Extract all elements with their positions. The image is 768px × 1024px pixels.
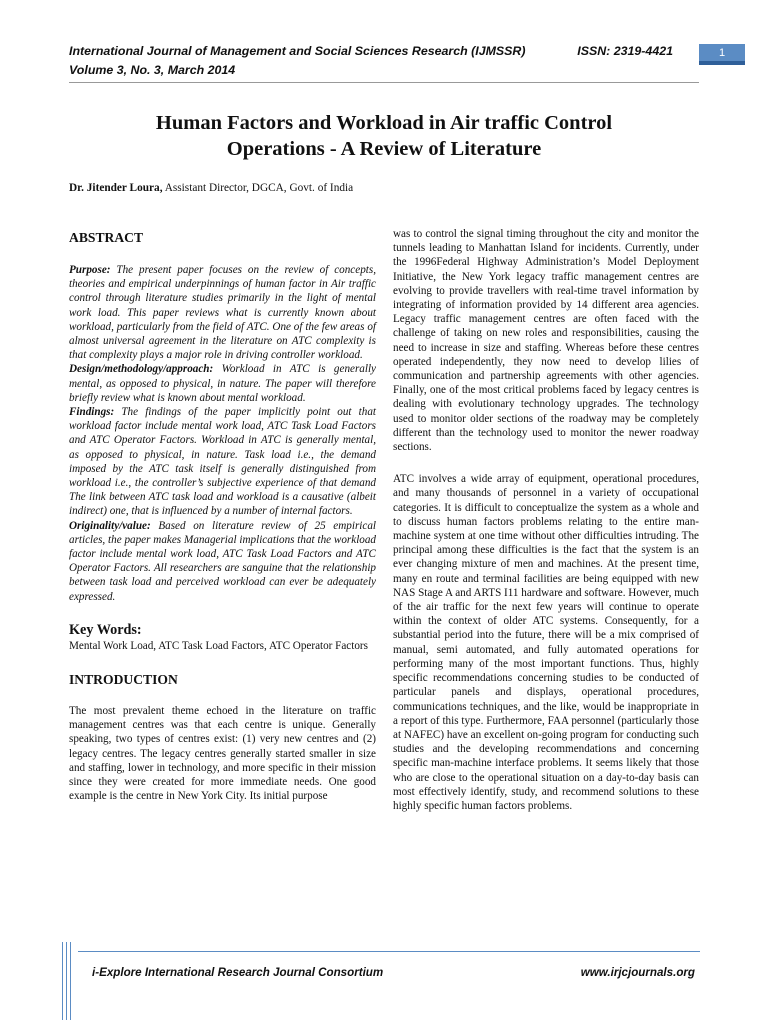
abstract-design — [69, 362, 376, 405]
purpose-label: Purpose: — [69, 264, 111, 276]
keywords-text: Mental Work Load, ATC Task Load Factors, ATC Operator Factors — [69, 639, 368, 652]
footer-divider — [78, 951, 700, 952]
paper-title-line2: Operations - A Review of Literature — [226, 138, 542, 160]
page-badge-bar — [699, 61, 745, 65]
author-line — [69, 181, 353, 195]
page-number: 1 — [718, 47, 726, 59]
header-divider — [69, 82, 699, 83]
abstract-originality — [69, 519, 376, 604]
introduction-heading: INTRODUCTION — [69, 672, 178, 688]
footer-rule-3 — [70, 942, 71, 1020]
page-footer — [92, 965, 699, 980]
abstract-findings — [69, 405, 376, 519]
right-column — [393, 227, 699, 813]
design-text: Workload in ATC is generally mental, as opposed to physical, in nature. The paper will therefore briefly review what is known about mental workload. — [69, 363, 376, 404]
page-number-badge — [699, 44, 745, 65]
findings-label: Findings: — [69, 406, 115, 419]
journal-header — [69, 42, 689, 80]
journal-volume: Volume 3, No. 3, March 2014 — [69, 63, 236, 77]
author-affiliation: Assistant Director, DGCA, Govt. of India — [162, 182, 354, 194]
journal-issn: ISSN: 2319-4421 — [577, 44, 673, 58]
journal-name: International Journal of Management and Social Sciences Research (IJMSSR) — [69, 44, 526, 58]
design-label: Design/methodology/approach: — [69, 363, 214, 376]
body-paragraph-2: ATC involves a wide array of equipment, operational procedures, and many thousands of personnel in a variety of occupational categories. It is difficult to conceptualize the system as a whole and to discuss human factors problems relating to the entire man-machine system at one time without other difficulties intruding. The principal among these difficulties is the fact that the system is an ever changing mixture of men and machines. At the present time, many en route and terminal facilities are being equipped with new NAS Stage A and ARTS I11 hardware and software. However, much of the air traffic for the next few years will continue to operate within the context of older ATC systems. Consequently, for a substantial period into the future, there will be a mix comprised of manual, semi automated, and fully automated operations for performing many of the most important functions. Thus, highly specific recommendations concerning studies to be conducted of particular panels and displays, operational procedures, communications techniques, and the like, would be inappropriate in a report of this type. Furthermore, FAA personnel (particularly those at NAFEC) have an excellent on-going program for conducting such studies and the developing recommendations and concerning specific man-machine interface problems. It seems likely that those who are close to the operational situation on a day-to-day basis can most effectively identify, study, and recommend solutions to these highly specific human factors problems. — [393, 473, 700, 812]
paper-title-line1: Human Factors and Workload in Air traffic Control — [155, 112, 613, 134]
abstract-heading: ABSTRACT — [69, 230, 144, 245]
originality-label: Originality/value: — [69, 519, 151, 532]
keywords-heading: Key Words: — [69, 621, 142, 638]
footer-url[interactable]: www.irjcjournals.org — [580, 966, 695, 979]
body-paragraph-1: was to control the signal timing throughout the city and monitor the tunnels leading to Manhattan Island for incidents. Currently, under the 1996Federal Highway Administration’s Model Deployment Initiative, the New York legacy traffic management centres are evolving to provide travellers with real-time travel information by integrating of information provided by 14 different area agencies. Legacy traffic management centres are often faced with the challenge of taking on new roles and responsibilities, causing the need to increase in size and staffing. Whereas before these centres operated independently, they now need to develop lilies of communication and partnership agreements with other agencies. Finally, one of the most critical problems faced by legacy centres is dealing with evolutionary technology upgrades. The technology used to monitor older sections of the roadway may be completely different than the technology used to monitor the newer roadway sections. — [393, 228, 699, 454]
footer-consortium: i-Explore International Research Journal Consortium — [92, 966, 384, 979]
author-name: Dr. Jitender Loura, — [69, 182, 163, 194]
findings-text: The findings of the paper implicitly point out that workload factor include mental work load, ATC Task Load Factors and ATC Operator Factors. Workload in ATC is generally mental, as opposed to physical, in nature. Task load i.e., the demand imposed by the ATC task itself is generally distinguished from workload i.e., the controller’s subjective experience of that demand The link between ATC task load and workload is a causative (albeit indirect) one, that is influenced by a number of internal factors. — [69, 406, 376, 518]
footer-rule-1 — [62, 942, 63, 1020]
introduction-paragraph-1: The most prevalent theme echoed in the literature on traffic management centres was that each centre is unique. Generally speaking, two types of centres exist: (1) very new centres and (2) legacy centres. The legacy centres generally started smaller in size and staffing, lower in technology, and more specific in their mission since they were created for more immediate needs. One good example is the centre in New York City. Its initial purpose — [69, 705, 376, 803]
abstract-purpose — [69, 263, 376, 362]
paper-title — [69, 110, 699, 162]
purpose-text: The present paper focuses on the review of concepts, theories and empirical underpinnings of human factor in Air traffic control through literature studies primarily in the light of mental work load. This paper reviews what is currently known about workload, particularly from the field of ATC. One of the few areas of almost universal agreement in the literature on ATC complexity is that complexity plays a major role in driving controller workload. — [69, 264, 376, 362]
footer-rule-2 — [66, 942, 67, 1020]
originality-text: Based on literature review of 25 empirical articles, the paper makes Managerial implications that the workload factor include mental work load, ATC Task Load Factors and ATC Operator Factors. All researchers are sanguine that the relationship between task load and perceived workload can ever be adequately expressed. — [69, 519, 376, 603]
left-column — [69, 229, 376, 804]
